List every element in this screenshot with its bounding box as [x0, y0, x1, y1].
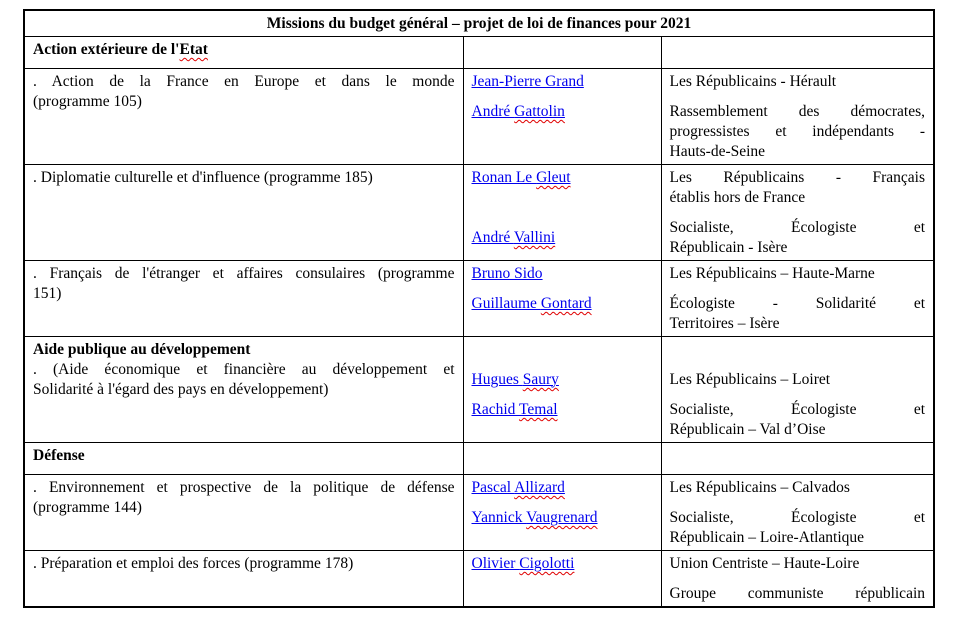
- text-line: . Action de la France en Europe et dans le monde: [33, 73, 455, 90]
- spellcheck-marked-text: Gattolin: [514, 103, 565, 120]
- rapporteur-entry: [472, 102, 653, 122]
- rapporteur-link[interactable]: Ronan Le Gleut: [471, 169, 571, 186]
- table-row: [24, 69, 934, 165]
- text-line: Socialiste, Écologiste et: [669, 509, 926, 526]
- rapporteur-entry: [472, 370, 653, 390]
- mission-cell: [24, 475, 463, 551]
- rapporteur-entry: [472, 554, 653, 574]
- rapporteur-entry: [472, 400, 653, 420]
- text-line: établis hors de France: [669, 189, 806, 206]
- paragraph: [670, 218, 926, 258]
- group-cell: [661, 475, 934, 551]
- rapporteur-link[interactable]: Yannick Vaugrenard: [471, 509, 598, 526]
- text-line: Les Républicains – Haute-Marne: [669, 265, 875, 282]
- text-line: Républicain – Loire-Atlantique: [669, 529, 865, 546]
- text-line: Hauts-de-Seine: [669, 143, 766, 160]
- document-page: [23, 9, 935, 608]
- paragraph: [33, 72, 455, 112]
- text-line: . Environnement et prospective de la politique de défense: [33, 479, 455, 496]
- text-line: Socialiste, Écologiste et: [669, 401, 926, 418]
- rapporteur-entry: [472, 264, 653, 284]
- empty-cell: [661, 37, 934, 69]
- spellcheck-marked-text: Allizard: [514, 479, 565, 496]
- rapporteurs-cell: [463, 337, 661, 443]
- rapporteur-link[interactable]: Jean-Pierre Grand: [471, 73, 584, 90]
- spellcheck-marked-text: Temal: [519, 401, 558, 418]
- text-line: Républicain – Val d’Oise: [669, 421, 826, 438]
- mission-cell: [24, 69, 463, 165]
- table-row: [24, 475, 934, 551]
- text-line: (programme 105): [33, 93, 142, 110]
- text-line: 151): [33, 285, 62, 302]
- text-line: . Diplomatie culturelle et d'influence (programme 185): [33, 169, 373, 186]
- text-line: Écologiste - Solidarité et: [669, 295, 926, 312]
- mission-cell: [24, 165, 463, 261]
- text-line: Rassemblement des démocrates,: [669, 103, 926, 120]
- rapporteurs-cell: [463, 475, 661, 551]
- table-row: [24, 337, 934, 443]
- text-line: Socialiste, Écologiste et: [669, 219, 926, 236]
- group-cell: [661, 261, 934, 337]
- section-header-cell: Action extérieure de l'Etat: [24, 37, 463, 69]
- group-cell: [661, 165, 934, 261]
- paragraph: [33, 554, 455, 574]
- text-line: Républicain - Isère: [669, 239, 788, 256]
- paragraph: [670, 508, 926, 548]
- table-row: [24, 443, 934, 475]
- rapporteur-entry: [472, 508, 653, 528]
- rapporteur-link[interactable]: Rachid Temal: [471, 401, 558, 418]
- group-cell: [661, 551, 934, 608]
- paragraph: [670, 554, 926, 574]
- table-row: [24, 551, 934, 608]
- rapporteur-entry: [472, 168, 653, 188]
- paragraph: [670, 370, 926, 390]
- table-row: [24, 165, 934, 261]
- rapporteur-link[interactable]: Olivier Cigolotti: [471, 555, 575, 572]
- spellcheck-marked-text: Gleut: [536, 169, 571, 186]
- paragraph: [670, 294, 926, 334]
- paragraph: [33, 360, 455, 400]
- paragraph: [670, 584, 926, 604]
- spellcheck-marked-text: Cigolotti: [519, 555, 575, 572]
- paragraph: [33, 168, 455, 188]
- rapporteurs-cell: [463, 551, 661, 608]
- rapporteur-link[interactable]: Pascal Allizard: [471, 479, 565, 496]
- rapporteur-link[interactable]: Bruno Sido: [471, 265, 543, 282]
- rapporteur-link[interactable]: André Vallini: [471, 229, 556, 246]
- rapporteur-link[interactable]: Hugues Saury: [471, 371, 559, 388]
- spellcheck-marked-text: Gontard: [540, 295, 592, 312]
- text-line: (programme 144): [33, 499, 142, 516]
- rapporteur-entry: [472, 294, 653, 314]
- table-row: [24, 37, 934, 69]
- rapporteur-link[interactable]: André Gattolin: [471, 103, 565, 120]
- paragraph: [670, 264, 926, 284]
- group-cell: [661, 337, 934, 443]
- budget-table-body: [24, 10, 934, 607]
- spellcheck-marked-text: Saury: [522, 371, 559, 388]
- empty-line: [472, 340, 653, 360]
- spellcheck-marked-text: Vallini: [513, 229, 556, 246]
- text-line: Territoires – Isère: [669, 315, 780, 332]
- text-line: Solidarité à l'égard des pays en développement): [33, 381, 329, 398]
- rapporteurs-cell: [463, 69, 661, 165]
- text-line: Les Républicains – Loiret: [669, 371, 831, 388]
- text-line: Les Républicains - Hérault: [669, 73, 837, 90]
- paragraph: [670, 72, 926, 92]
- empty-line: [670, 340, 926, 360]
- paragraph: [33, 478, 455, 518]
- rapporteur-entry: [472, 478, 653, 498]
- empty-cell: [661, 443, 934, 475]
- mission-section-title: Aide publique au développement: [33, 341, 251, 358]
- text-line: Union Centriste – Haute-Loire: [669, 555, 860, 572]
- rapporteur-link[interactable]: Guillaume Gontard: [471, 295, 592, 312]
- empty-line: [472, 198, 653, 218]
- group-cell: [661, 69, 934, 165]
- budget-missions-table: [23, 9, 935, 608]
- mission-cell: [24, 261, 463, 337]
- empty-cell: [463, 443, 661, 475]
- text-line: progressistes et indépendants -: [669, 123, 926, 140]
- text-line: Les Républicains – Calvados: [669, 479, 850, 496]
- spellcheck-marked-text: Etat: [179, 41, 208, 58]
- mission-cell: [24, 337, 463, 443]
- rapporteurs-cell: [463, 165, 661, 261]
- paragraph: [670, 478, 926, 498]
- empty-cell: [463, 37, 661, 69]
- paragraph: [670, 168, 926, 208]
- table-title: Missions du budget général – projet de loi de finances pour 2021: [24, 10, 934, 37]
- mission-cell: [24, 551, 463, 608]
- paragraph: [670, 102, 926, 162]
- section-header-cell: Défense: [24, 443, 463, 475]
- paragraph: [33, 264, 455, 304]
- rapporteurs-cell: [463, 261, 661, 337]
- table-row: [24, 261, 934, 337]
- title-row: [24, 10, 934, 37]
- rapporteur-entry: [472, 228, 653, 248]
- text-line: Groupe communiste républicain: [669, 585, 926, 602]
- text-line: . Français de l'étranger et affaires consulaires (programme: [33, 265, 455, 282]
- text-line: Les Républicains - Français: [669, 169, 926, 186]
- text-line: . Préparation et emploi des forces (programme 178): [33, 555, 354, 572]
- text-line: . (Aide économique et financière au développement et: [33, 361, 455, 378]
- paragraph: [670, 400, 926, 440]
- rapporteur-entry: [472, 72, 653, 92]
- spellcheck-marked-text: Vaugrenard: [526, 509, 598, 526]
